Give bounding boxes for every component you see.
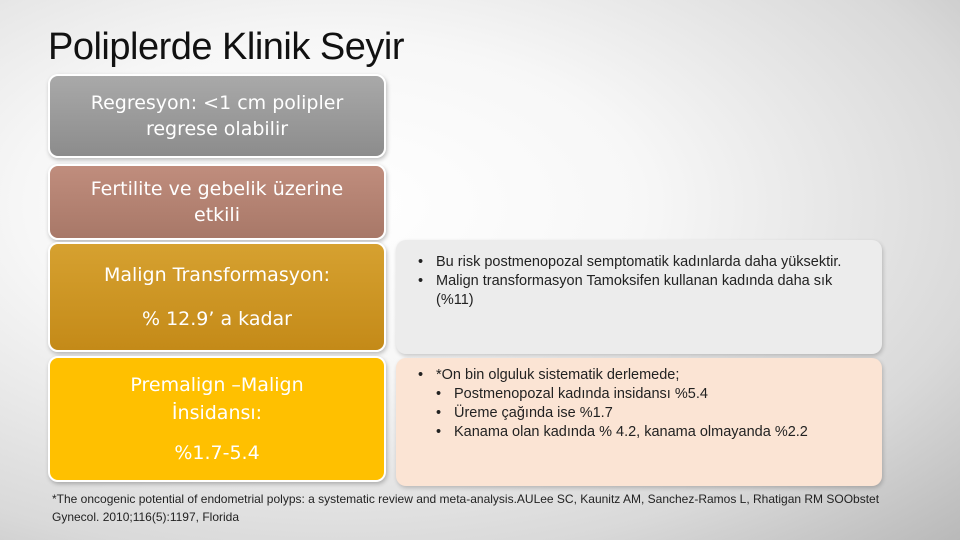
incidence-line-3: %1.7-5.4 xyxy=(174,442,260,464)
reproductive-age-bullet: • Üreme çağında ise %1.7 xyxy=(436,404,862,423)
tamoxifen-bullet: • Malign transformasyon Tamoksifen kullanan kadında daha sık (%11) xyxy=(418,272,862,310)
risk-info-panel xyxy=(396,240,882,354)
slide-title: Poliplerde Klinik Seyir xyxy=(48,26,404,68)
regression-line-2: regrese olabilir xyxy=(145,118,289,140)
incidence-line-1: Premalign –Malign xyxy=(130,374,304,396)
risk-bullet-list xyxy=(418,253,862,310)
footnote-citation: *The oncogenic potential of endometrial polyps: a systematic review and meta-analysis.AULee SC, Kaunitz AM, Sanchez-Ramos L, Rhatigan RM SOObstet Gynecol. 2010;116(5):1197, Florida xyxy=(52,492,880,524)
review-sub-bullet-list xyxy=(436,385,862,442)
bleeding-bullet: • Kanama olan kadında % 4.2, kanama olmayanda %2.2 xyxy=(436,423,862,442)
fertility-line-2: etkili xyxy=(194,204,240,226)
malignant-line-2: % 12.9’ a kadar xyxy=(142,308,292,330)
review-bullet-text: *On bin olguluk sistematik derlemede; xyxy=(436,367,680,383)
incidence-box xyxy=(48,356,386,482)
fertility-line-1: Fertilite ve gebelik üzerine xyxy=(90,178,344,200)
risk-bullet: • Bu risk postmenopozal semptomatik kadınlarda daha yüksektir. xyxy=(418,253,862,272)
review-bullet xyxy=(418,366,862,442)
review-info-panel xyxy=(396,358,882,486)
review-bullet-list xyxy=(418,366,862,442)
regression-line-1: Regresyon: <1 cm polipler xyxy=(90,92,344,114)
fertility-box xyxy=(48,164,386,240)
malignant-transformation-box xyxy=(48,242,386,352)
postmenopausal-bullet: • Postmenopozal kadında insidansı %5.4 xyxy=(436,385,862,404)
malignant-line-1: Malign Transformasyon: xyxy=(103,264,331,286)
incidence-line-2: İnsidansı: xyxy=(171,402,263,424)
regression-box xyxy=(48,74,386,158)
